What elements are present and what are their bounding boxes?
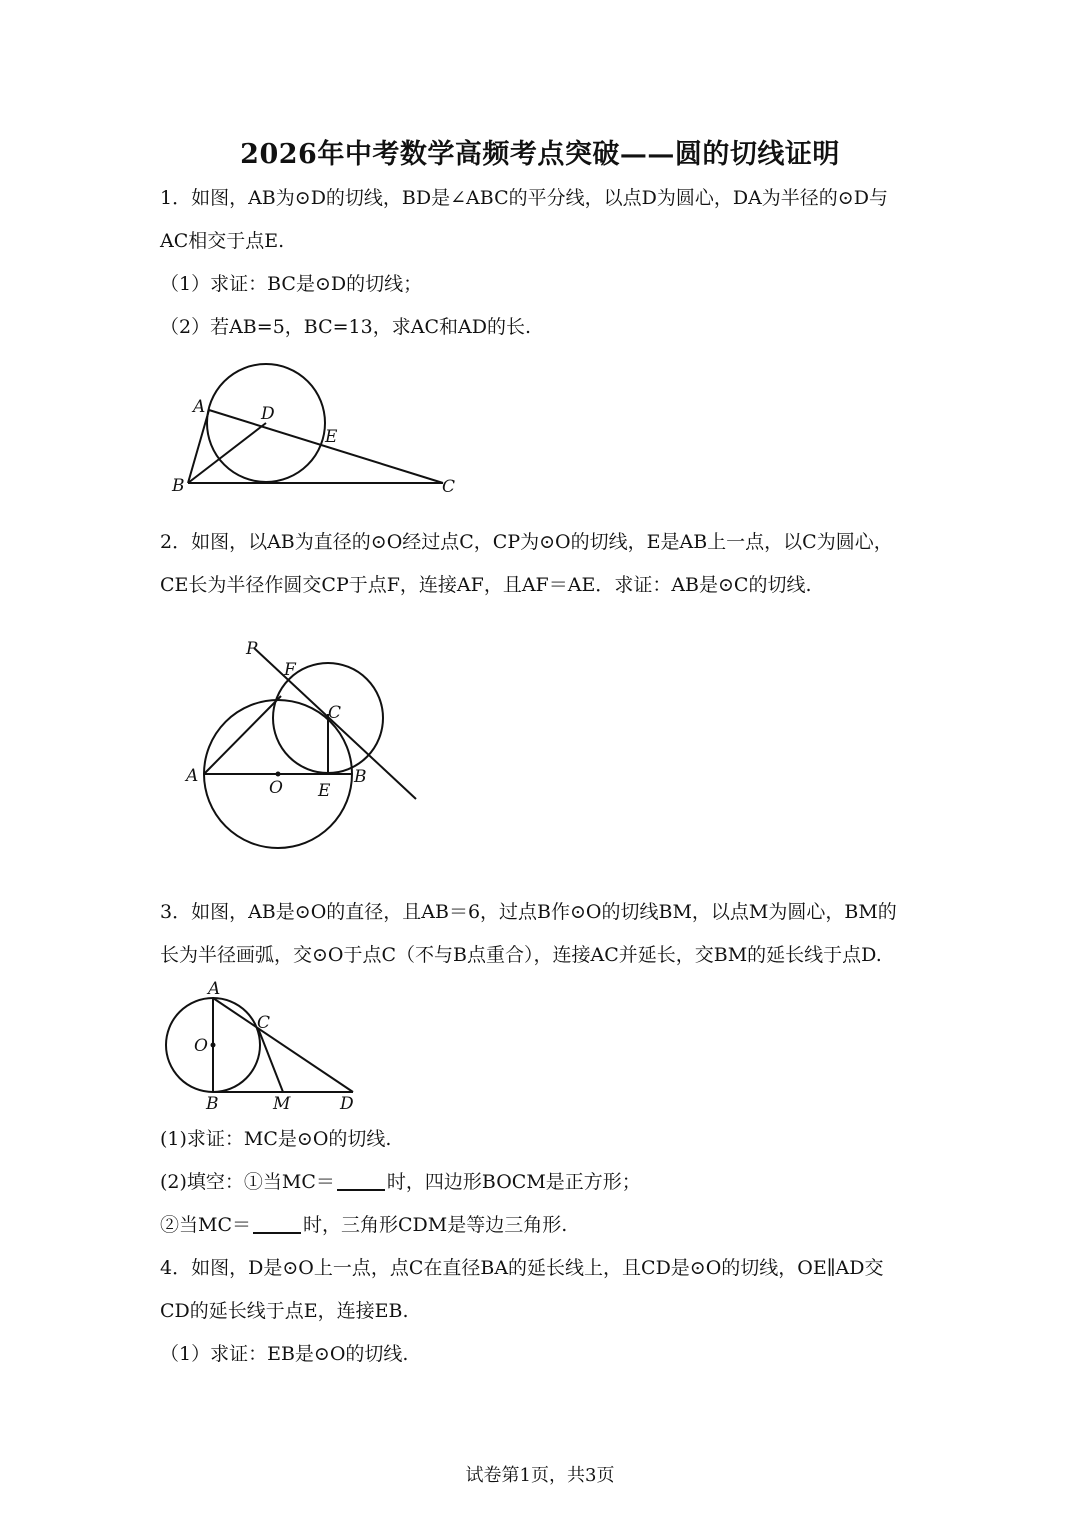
label-a: A [193,397,206,417]
segment-bd [188,423,266,483]
problem3-part1: (1)求证：MC是⊙O的切线. [160,1128,392,1150]
problem1-figure [160,355,480,505]
segment-ad [213,998,353,1092]
label-c: C [257,1013,271,1033]
problem3-part2 [160,1170,641,1194]
problem3-part3 [160,1213,567,1237]
problem1-part1: （1）求证：BC是⊙D的切线； [160,273,423,295]
label-b: B [172,476,185,496]
label-f: F [284,660,296,680]
answer-blank-2 [253,1232,301,1234]
label-c: C [442,477,456,497]
label-p: P [246,639,258,659]
label-o: O [269,778,283,798]
problem3-part2-suffix: 时，四边形BOCM是正方形； [386,1171,641,1193]
label-d: D [261,404,275,424]
label-b: B [354,767,367,787]
label-e: E [318,781,331,801]
problem4-line1: 4．如图，D是⊙O上一点，点C在直径BA的延长线上，且CD是⊙O的切线，OE∥AD交 [160,1257,884,1279]
problem3-figure [160,975,380,1115]
label-m: M [273,1094,291,1114]
problem3-line1: 3．如图，AB是⊙O的直径，且AB＝6，过点B作⊙O的切线BM，以点M为圆心，BM的 [160,901,897,923]
label-a: A [186,766,199,786]
problem2-line1: 2．如图，以AB为直径的⊙O经过点C，CP为⊙O的切线，E是AB上一点，以C为圆心， [160,531,893,553]
problem3-part2-prefix: (2)填空：①当MC＝ [160,1171,335,1193]
center-o-dot [276,772,281,777]
label-c: C [328,703,342,723]
label-o: O [194,1036,208,1056]
label-b: B [206,1094,219,1114]
problem3-part3-prefix: ②当MC＝ [160,1214,251,1236]
problem2-figure [180,630,440,860]
center-o-dot [211,1043,216,1048]
label-d: D [340,1094,354,1114]
page-title: 2026年中考数学高频考点突破——圆的切线证明 [240,139,840,170]
problem1-line1: 1．如图，AB为⊙D的切线，BD是∠ABC的平分线，以点D为圆心，DA为半径的⊙D与 [160,187,888,209]
segment-ab [188,410,209,483]
label-e: E [325,427,338,447]
problem3-part3-suffix: 时，三角形CDM是等边三角形. [303,1214,568,1236]
answer-blank-1 [337,1189,385,1191]
label-a: A [208,979,221,999]
problem2-line2: CE长为半径作圆交CP于点F，连接AF，且AF＝AE．求证：AB是⊙C的切线. [160,574,812,596]
problem4-part1: （1）求证：EB是⊙O的切线. [160,1343,409,1365]
problem1-line2: AC相交于点E. [160,230,285,252]
problem4-line2: CD的延长线于点E，连接EB. [160,1300,409,1322]
page-footer: 试卷第1页，共3页 [465,1465,615,1486]
problem1-part2: （2）若AB=5，BC=13，求AC和AD的长. [160,316,531,338]
problem3-line2: 长为半径画弧，交⊙O于点C（不与B点重合），连接AC并延长，交BM的延长线于点D. [160,944,882,966]
